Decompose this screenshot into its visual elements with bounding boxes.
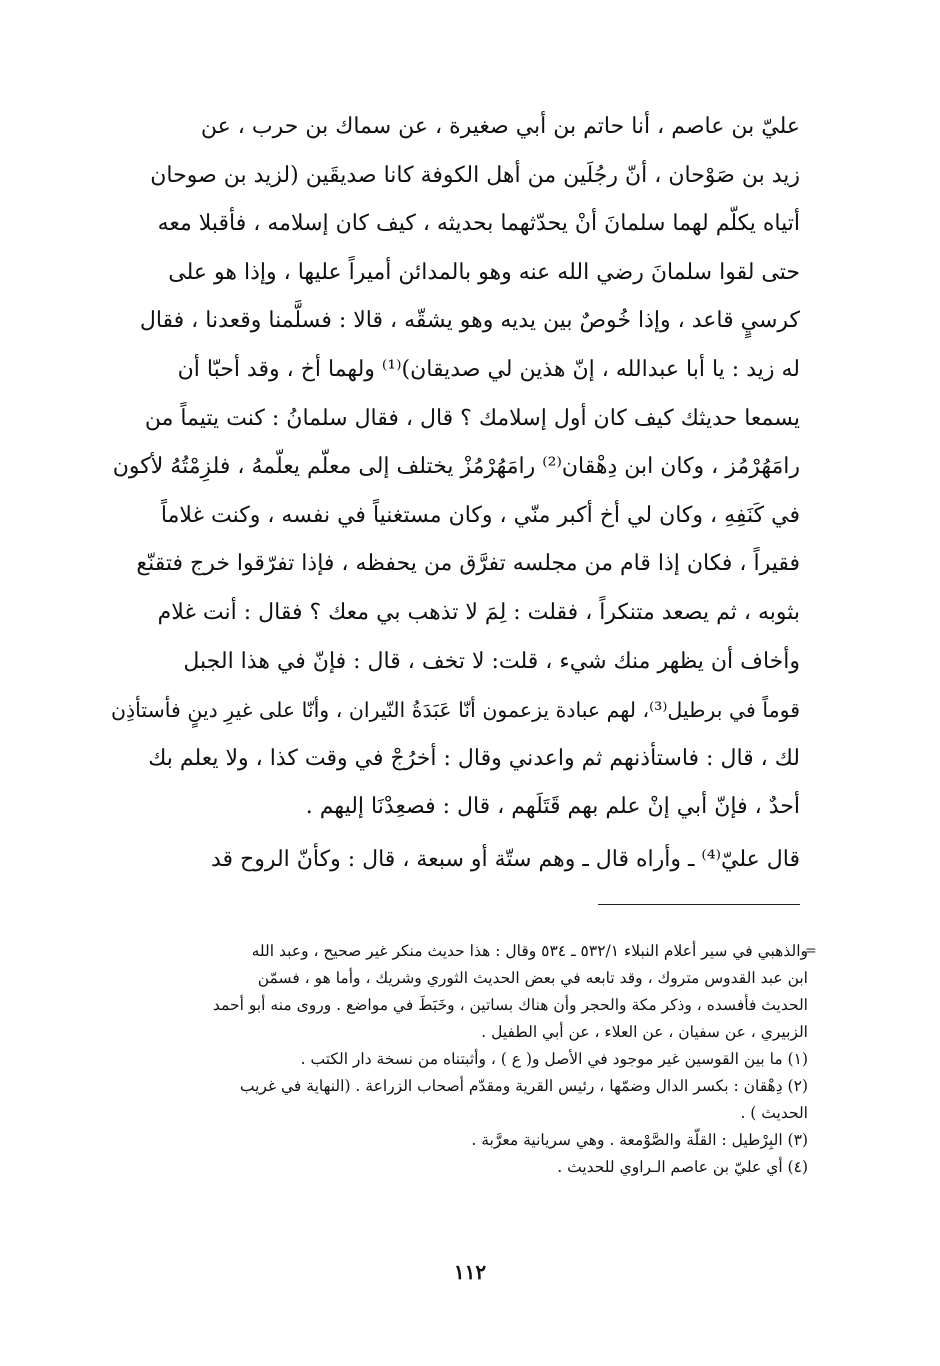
footnote-3: (٣) البِرْطيل : القلّة والصَّوْمعة . وهي سريانية معرَّبة .	[471, 1131, 808, 1149]
footnote-continuation-marker: =	[805, 943, 817, 959]
page-number: ١١٢	[453, 1260, 487, 1284]
text-line: عليّ بن عاصم ، أنا حاتم بن أبي صغيرة ، عن سماك بن حرب ، عن	[200, 114, 800, 139]
footnote-separator	[598, 904, 800, 905]
text-line: قوماً في برطيل⁽³⁾، لهم عبادة يزعمون أنّا عَبَدَةُ النّيران ، وأنّا على غيرِ دينٍ فأستأذِن	[110, 698, 800, 723]
text-line: كرسيٍ قاعد ، وإذا خُوصٌ بين يديه وهو يشقّه ، قالا : فسلَّمنا وقعدنا ، فقال	[139, 308, 800, 334]
text-line: رامَهُرْمُز ، وكان ابن دِهْقان⁽²⁾ رامَهُرْمُزْ يختلف إلى معلّم يعلّمهُ ، فلزِمْتُهُ لأكون	[112, 454, 800, 480]
footnote-line: الزبيري ، عن سفيان ، عن العلاء ، عن أبي الطفيل .	[481, 1023, 808, 1041]
main-text	[100, 103, 800, 885]
text-line: أحدٌ ، فإنّ أبي إنْ علم بهم قَتَلَهم ، قال : فصعِدْنَا إليهم .	[305, 794, 800, 820]
footnote-2: (٢) دِهْقان : بكسر الدال وضمّها ، رئيس القرية ومقدّم أصحاب الزراعة . (النهاية في غريب	[239, 1077, 808, 1095]
footnote-4: (٤) أي عليّ بن عاصم الـراوي للحديث .	[557, 1158, 808, 1176]
text-line: أتياه يكلّم لهما سلمانَ أنْ يحدّثهما بحديثه ، كيف كان إسلامه ، فأقبلا معه	[157, 211, 800, 237]
text-line: له زيد : يا أبا عبدالله ، إنّ هذين لي صديقان)⁽¹⁾ ولهما أخ ، وقد أحبّا أن	[177, 356, 800, 382]
footnote-line: ابن عبد القدوس متروك ، وقد تابعه في بعض الحديث الثوري وشريك ، وأما هو ، فسمّن	[257, 969, 808, 987]
second-paragraph: قال عليّ⁽⁴⁾ ـ وأراه قال ـ وهم ستّة أو سبعة ، قال : وكأنّ الروح قد	[210, 846, 800, 872]
text-line: لك ، قال : فاستأذنهم ثم واعدني وقال : أخرُجْ في وقت كذا ، ولا يعلم بك	[148, 745, 800, 771]
text-line: حتى لقوا سلمانَ رضي الله عنه وهو بالمدائن أميراً عليها ، وإذا هو على	[168, 259, 800, 285]
footnote-line: الحديث فأفسده ، وذكر مكة والحجر وأن هناك بساتين ، وخَبَطَ في مواضع . وروى منه أبو أحمد	[212, 996, 808, 1014]
text-line: فقيراً ، فكان إذا قام من مجلسه تفرَّق من يحفظه ، فإذا تفرّقوا خرج فتقنّع	[136, 551, 800, 577]
text-line: يسمعا حديثك كيف كان أول إسلامك ؟ قال ، فقال سلمانُ : كنت يتيماً من	[144, 405, 800, 431]
text-line: زيد بن صَوْحان ، أنّ رجُلَين من أهل الكوفة كانا صديقَين (لزيد بن صوحان	[150, 162, 800, 188]
text-line: وأخاف أن يظهر منك شيء ، قلت: لا تخف ، قال : فإنّ في هذا الجبل	[183, 648, 800, 674]
text-line: بثوبه ، ثم يصعد متنكراً ، فقلت : لِمَ لا تذهب بي معك ؟ فقال : أنت غلام	[157, 599, 800, 625]
footnote-1: (١) ما بين القوسين غير موجود في الأصل و( ع ) ، وأثبتناه من نسخة دار الكتب .	[300, 1050, 808, 1068]
footnotes	[100, 938, 808, 1181]
footnote-line: والذهبي في سير أعلام النبلاء ٥٣٢/١ ـ ٥٣٤ وقال : هذا حديث منكر غير صحيح ، وعبد الله	[251, 942, 808, 960]
text-line: في كَنَفِهِ ، وكان لي أخ أكبر منّي ، وكان مستغنياً في نفسه ، وكنت غلاماً	[160, 502, 800, 528]
footnote-2-continued: الحديث ) .	[740, 1104, 808, 1122]
